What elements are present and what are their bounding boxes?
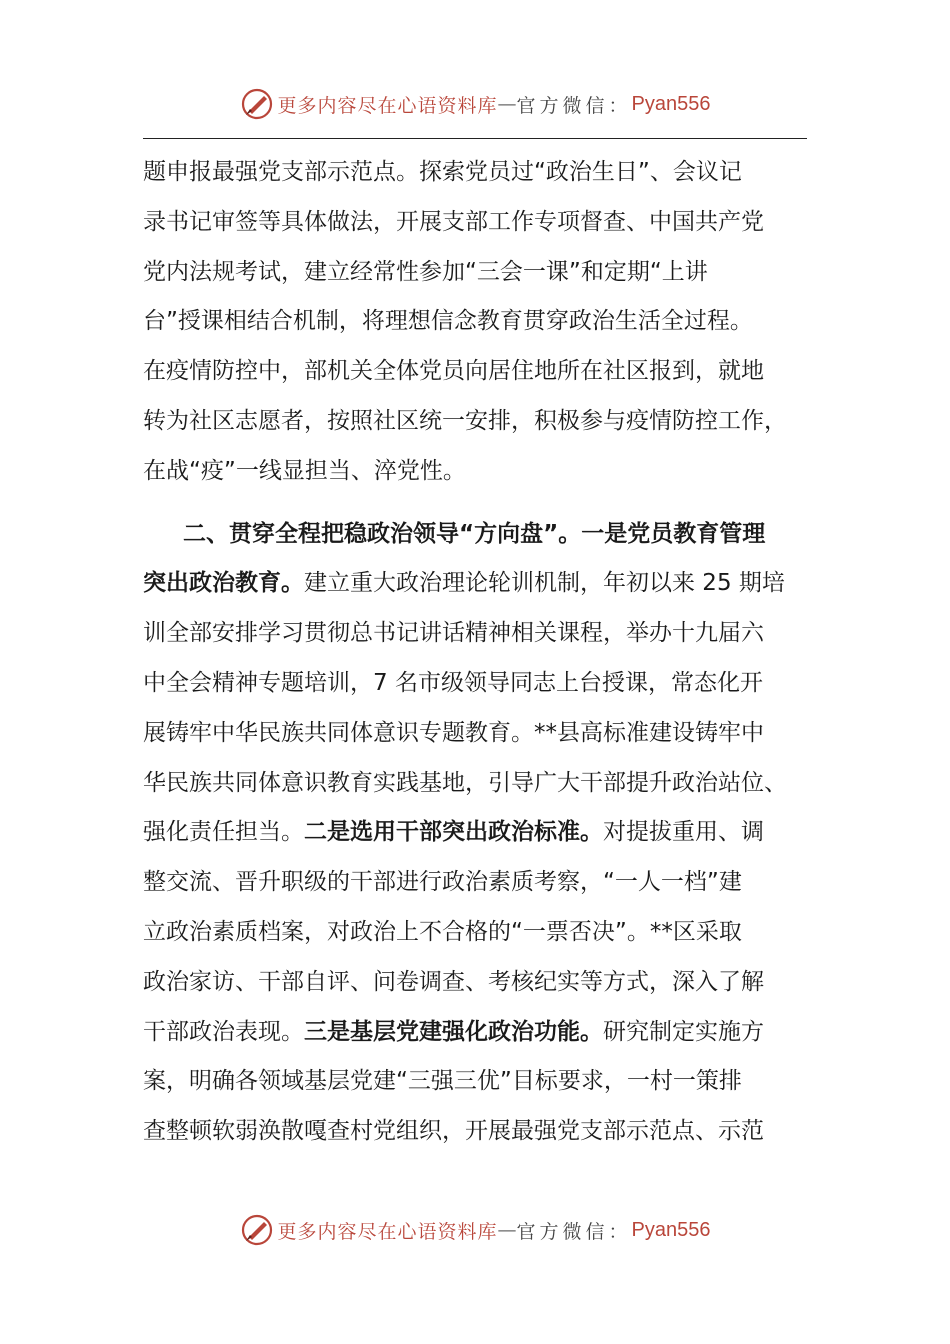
text-line: 在战“疫”一线显担当、淬党性。 <box>143 457 466 484</box>
document-body <box>143 148 807 1157</box>
section-heading-line <box>143 510 807 560</box>
text-line <box>143 1008 807 1058</box>
header-site-name: 更多内容尽在心语资料库 <box>277 94 498 117</box>
header-banner <box>0 82 950 126</box>
paragraph-1 <box>143 148 807 497</box>
pen-logo-icon <box>240 87 274 121</box>
text-line: 训全部安排学习贯彻总书记讲话精神相关课程，举办十九届六 <box>143 620 764 647</box>
header-wechat-handle: Pyan556 <box>631 92 711 115</box>
text-line <box>143 808 807 858</box>
text-line: 中全会精神专题培训，7 名市级领导同志上台授课，常态化开 <box>143 669 763 696</box>
paragraph-2 <box>143 510 807 1157</box>
text-line: 政治家访、干部自评、问卷调查、考核纪实等方式，深入了解 <box>143 968 764 995</box>
subheading-three: 三是基层党建强化政治功能。 <box>304 1018 603 1045</box>
text-line: 转为社区志愿者，按照社区统一安排，积极参与疫情防控工作， <box>143 407 787 434</box>
text-line: 党内法规考试，建立经常性参加“三会一课”和定期“上讲 <box>143 258 708 285</box>
text-run: 对提拔重用、调 <box>603 819 764 846</box>
pen-logo-icon <box>240 1213 274 1247</box>
header-dash: — <box>497 93 517 115</box>
text-line: 华民族共同体意识教育实践基地，引导广大干部提升政治站位、 <box>143 769 787 796</box>
footer-wechat-handle: Pyan556 <box>631 1218 711 1241</box>
text-line: 查整顿软弱涣散嘎查村党组织，开展最强党支部示范点、示范 <box>143 1118 764 1145</box>
text-line <box>143 559 807 609</box>
text-line: 案，明确各领域基层党建“三强三优”目标要求，一村一策排 <box>143 1068 742 1095</box>
text-line: 展铸牢中华民族共同体意识专题教育。**县高标准建设铸牢中 <box>143 719 764 746</box>
text-run: 干部政治表现。 <box>143 1018 304 1045</box>
header-wechat-label: 官方微信： <box>516 94 632 117</box>
text-run: 建立重大政治理论轮训机制，年初以来 25 期培 <box>304 570 785 597</box>
section-heading: 二、贯穿全程把稳政治领导“方向盘”。一是党员教育管理 <box>183 520 766 547</box>
text-run: 研究制定实施方 <box>603 1018 764 1045</box>
text-line: 台”授课相结合机制，将理想信念教育贯穿政治生活全过程。 <box>143 308 753 335</box>
text-line: 在疫情防控中，部机关全体党员向居住地所在社区报到，就地 <box>143 358 764 385</box>
text-run: 强化责任担当。 <box>143 819 304 846</box>
subheading-one: 突出政治教育。 <box>143 570 304 597</box>
subheading-two: 二是选用干部突出政治标准。 <box>304 819 603 846</box>
text-line: 立政治素质档案，对政治上不合格的“一票否决”。**区采取 <box>143 918 742 945</box>
footer-wechat-label: 官方微信： <box>516 1220 632 1243</box>
footer-dash: — <box>497 1219 517 1241</box>
header-rule <box>143 138 807 139</box>
footer-banner <box>0 1208 950 1252</box>
text-line: 录书记审签等具体做法，开展支部工作专项督查、中国共产党 <box>143 208 764 235</box>
text-line: 题申报最强党支部示范点。探索党员过“政治生日”、会议记 <box>143 159 742 185</box>
footer-site-name: 更多内容尽在心语资料库 <box>277 1220 498 1243</box>
text-line: 整交流、晋升职级的干部进行政治素质考察，“一人一档”建 <box>143 869 742 896</box>
